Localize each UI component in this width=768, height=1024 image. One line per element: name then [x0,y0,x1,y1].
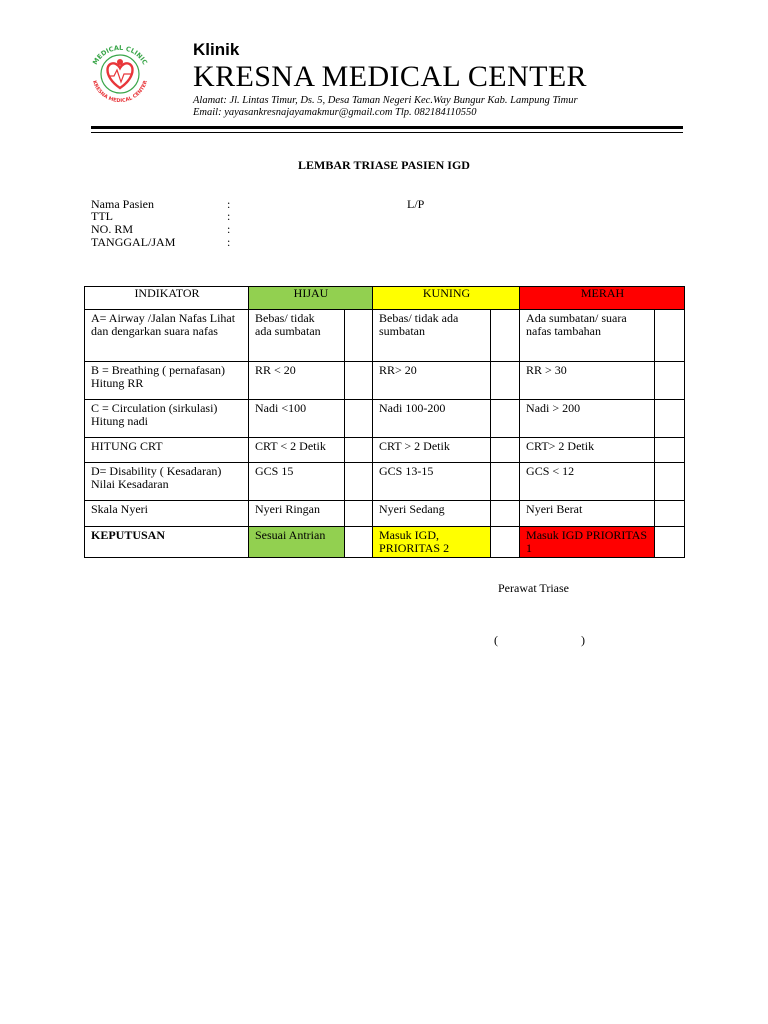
kuning-check-box[interactable] [491,362,520,400]
table-row-pain-scale [85,501,685,527]
merah-cell: CRT> 2 Detik [520,438,655,463]
decision-label: KEPUTUSAN [85,527,249,558]
contact-line: Email: yayasankresnajayamakmur@gmail.com Tlp. 082184110550 [193,107,477,118]
table-row-disability [85,463,685,501]
kuning-cell: Bebas/ tidak ada sumbatan [373,310,491,362]
nurse-label: Perawat Triase [498,581,569,595]
merah-check-box[interactable] [655,310,685,362]
logo-text-top: MEDICAL CLINIC [91,43,149,67]
merah-check-box[interactable] [655,362,685,400]
field-colon: : [227,197,231,211]
signature-open-paren: ( [494,633,498,647]
kuning-cell: GCS 13-15 [373,463,491,501]
field-label-nama: Nama Pasien [91,197,154,211]
hijau-cell: Bebas/ tidak ada sumbatan [249,310,345,362]
kuning-check-box[interactable] [491,501,520,527]
indicator-cell: B = Breathing ( pernafasan) Hitung RR [85,362,249,400]
decision-kuning: Masuk IGD, PRIORITAS 2 [373,527,491,558]
table-row-airway [85,310,685,362]
merah-check-box[interactable] [655,463,685,501]
hijau-cell: CRT < 2 Detik [249,438,345,463]
hijau-check-box[interactable] [345,463,373,501]
kuning-cell: Nyeri Sedang [373,501,491,527]
kuning-check-box[interactable] [491,438,520,463]
table-header-row [85,287,685,310]
address-block [193,95,578,119]
indicator-cell: Skala Nyeri [85,501,249,527]
hijau-cell: RR < 20 [249,362,345,400]
merah-cell: Nyeri Berat [520,501,655,527]
triage-table [84,286,685,558]
field-colon: : [227,222,231,236]
kuning-check-box[interactable] [491,400,520,438]
decision-hijau: Sesuai Antrian [249,527,345,558]
kuning-check-box[interactable] [491,310,520,362]
merah-cell: GCS < 12 [520,463,655,501]
kuning-cell: Nadi 100-200 [373,400,491,438]
header-merah: MERAH [520,287,685,310]
kuning-check-box[interactable] [491,463,520,501]
hijau-check-box[interactable] [345,400,373,438]
hijau-cell: Nadi <100 [249,400,345,438]
gender-field: L/P [407,197,425,211]
table-row-crt [85,438,685,463]
merah-cell: Nadi > 200 [520,400,655,438]
header-indikator: INDIKATOR [85,287,249,310]
logo-text-bottom: KRESNA MEDICAL CENTER [90,79,150,105]
document-title: LEMBAR TRIASE PASIEN IGD [298,158,470,172]
indicator-cell: HITUNG CRT [85,438,249,463]
klinik-label: Klinik [193,40,240,59]
address-line: Alamat: Jl. Lintas Timur, Ds. 5, Desa Taman Negeri Kec.Way Bungur Kab. Lampung Timur [193,95,578,106]
header-rule-thin [91,132,683,133]
clinic-name: KRESNA MEDICAL CENTER [193,60,587,93]
header-hijau: HIJAU [249,287,373,310]
field-label-rm: NO. RM [91,222,134,236]
field-label-ttl: TTL [91,209,113,223]
svg-text:KRESNA MEDICAL CENTER [91,80,149,104]
hijau-check-box[interactable] [345,362,373,400]
clinic-logo [84,38,156,110]
hijau-check-box[interactable] [345,501,373,527]
field-label-tanggal: TANGGAL/JAM [91,235,176,249]
indicator-cell: D= Disability ( Kesadaran) Nilai Kesadaran [85,463,249,501]
merah-cell: Ada sumbatan/ suara nafas tambahan [520,310,655,362]
kuning-cell: RR> 20 [373,362,491,400]
table-row-breathing [85,362,685,400]
header-rule-thick [91,126,683,129]
hijau-check-box[interactable] [345,527,373,558]
hijau-cell: GCS 15 [249,463,345,501]
hijau-check-box[interactable] [345,438,373,463]
table-row-circulation [85,400,685,438]
header-kuning: KUNING [373,287,520,310]
indicator-cell: A= Airway /Jalan Nafas Lihat dan dengarkan suara nafas [85,310,249,362]
merah-cell: RR > 30 [520,362,655,400]
merah-check-box[interactable] [655,438,685,463]
decision-merah: Masuk IGD PRIORITAS 1 [520,527,655,558]
field-colon: : [227,235,231,249]
hijau-check-box[interactable] [345,310,373,362]
signature-close-paren: ) [581,633,585,647]
merah-check-box[interactable] [655,501,685,527]
merah-check-box[interactable] [655,400,685,438]
merah-check-box[interactable] [655,527,685,558]
table-row-decision [85,527,685,558]
kuning-cell: CRT > 2 Detik [373,438,491,463]
indicator-cell: C = Circulation (sirkulasi) Hitung nadi [85,400,249,438]
kuning-check-box[interactable] [491,527,520,558]
hijau-cell: Nyeri Ringan [249,501,345,527]
field-colon: : [227,209,231,223]
